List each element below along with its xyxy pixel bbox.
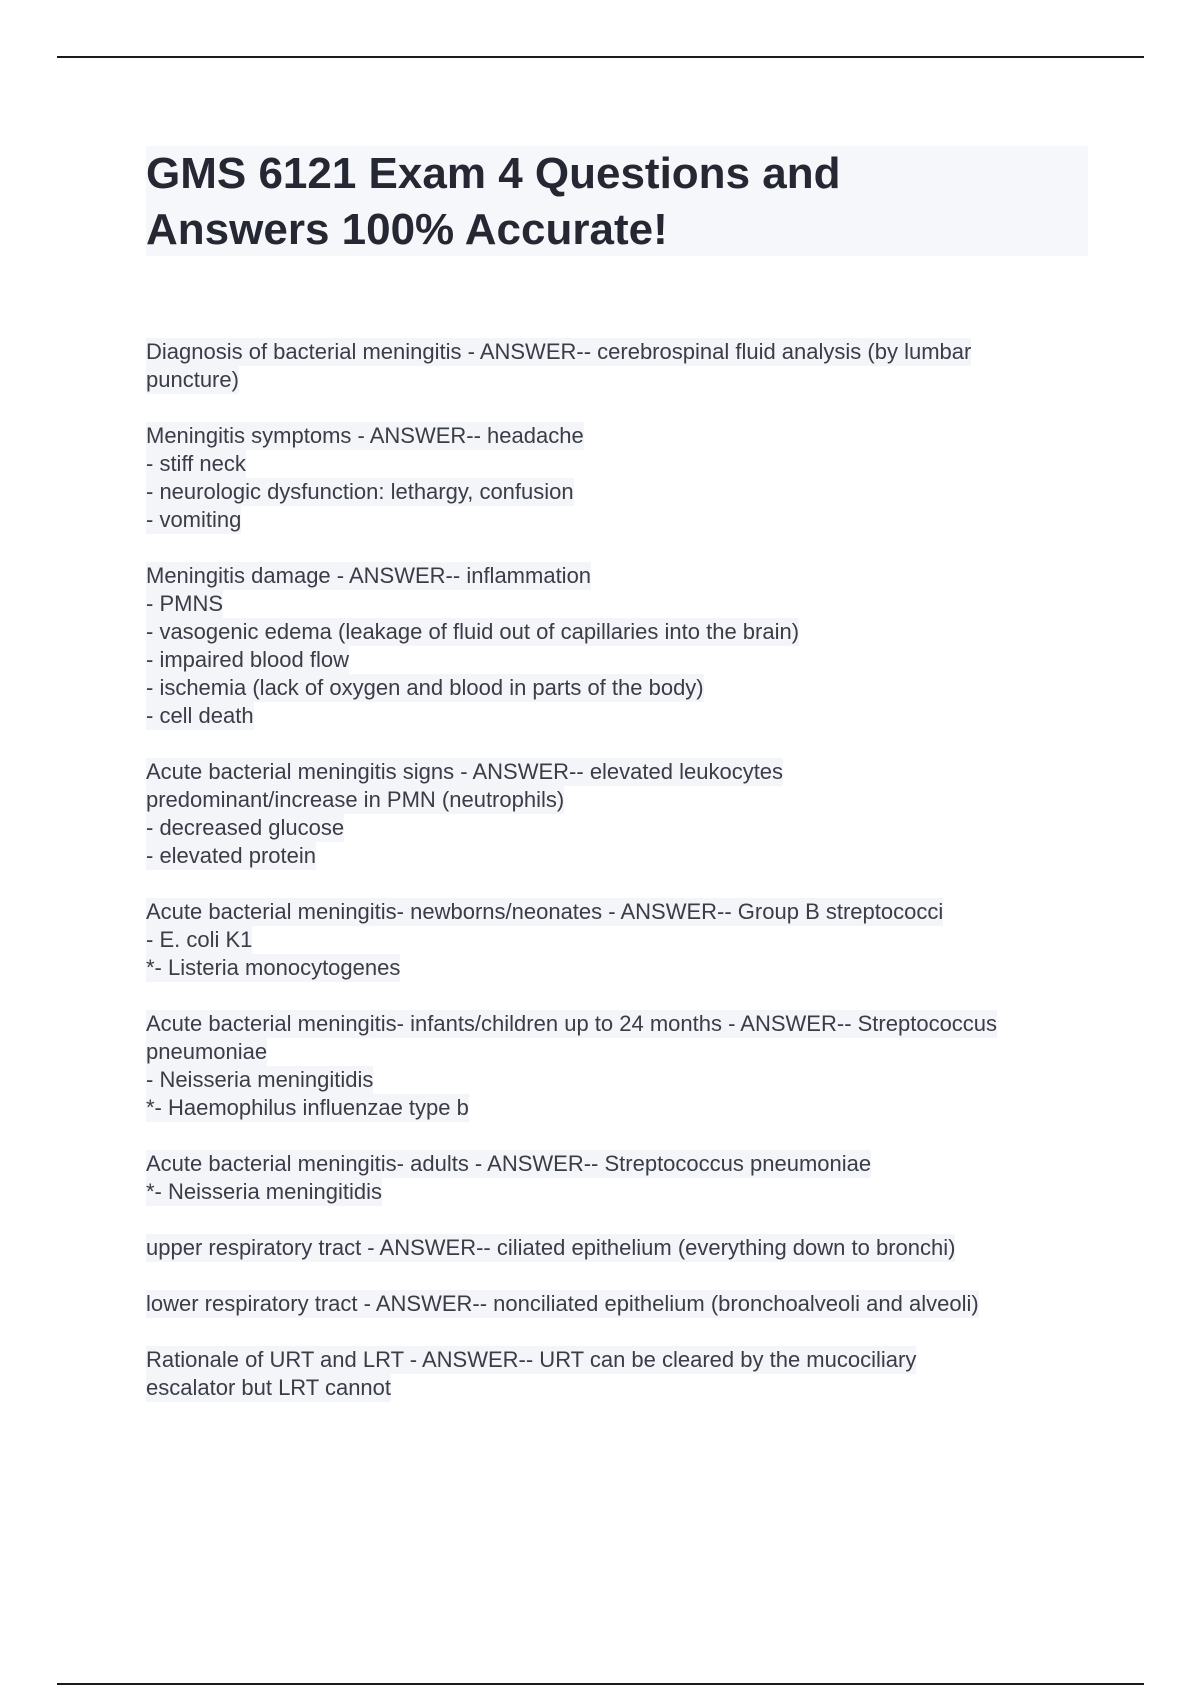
qa-entry: [146, 758, 1106, 870]
qa-entry: [146, 1346, 1106, 1402]
document-title-line: Answers 100% Accurate!: [146, 205, 668, 254]
qa-entry: [146, 1010, 1106, 1122]
qa-entry: [146, 562, 1106, 730]
qa-entry: [146, 898, 1106, 982]
qa-line: - ischemia (lack of oxygen and blood in parts of the body): [146, 675, 704, 700]
qa-line: *- Neisseria meningitidis: [146, 1179, 382, 1204]
qa-line: - impaired blood flow: [146, 647, 349, 672]
header-rule: [57, 56, 1144, 58]
footer-rule: [57, 1683, 1144, 1685]
qa-line: Rationale of URT and LRT - ANSWER-- URT can be cleared by the mucociliary: [146, 1347, 917, 1372]
qa-line: Diagnosis of bacterial meningitis - ANSWER-- cerebrospinal fluid analysis (by lumbar: [146, 339, 972, 364]
qa-line: Acute bacterial meningitis- infants/children up to 24 months - ANSWER-- Streptococcus: [146, 1011, 998, 1036]
qa-line: - elevated protein: [146, 843, 316, 868]
qa-line: Acute bacterial meningitis- newborns/neonates - ANSWER-- Group B streptococci: [146, 899, 944, 924]
qa-line: lower respiratory tract - ANSWER-- nonciliated epithelium (bronchoalveoli and alveoli): [146, 1291, 979, 1316]
document-title-line: GMS 6121 Exam 4 Questions and: [146, 149, 841, 198]
qa-line: - decreased glucose: [146, 815, 345, 840]
qa-line: Acute bacterial meningitis signs - ANSWER-- elevated leukocytes: [146, 759, 784, 784]
qa-entry: [146, 1150, 1106, 1206]
qa-list: [146, 338, 1106, 1430]
qa-line: - E. coli K1: [146, 927, 253, 952]
qa-line: puncture): [146, 367, 239, 392]
qa-line: upper respiratory tract - ANSWER-- ciliated epithelium (everything down to bronchi): [146, 1235, 956, 1260]
qa-entry: [146, 422, 1106, 534]
qa-entry: [146, 1234, 1106, 1262]
qa-entry: [146, 338, 1106, 394]
qa-line: escalator but LRT cannot: [146, 1375, 392, 1400]
qa-line: - PMNS: [146, 591, 223, 616]
qa-line: - vomiting: [146, 507, 242, 532]
qa-line: Meningitis symptoms - ANSWER-- headache: [146, 423, 584, 448]
qa-line: - vasogenic edema (leakage of fluid out of capillaries into the brain): [146, 619, 800, 644]
qa-line: pneumoniae: [146, 1039, 268, 1064]
document-title: [146, 146, 1088, 258]
qa-line: - stiff neck: [146, 451, 246, 476]
qa-line: Acute bacterial meningitis- adults - ANSWER-- Streptococcus pneumoniae: [146, 1151, 872, 1176]
qa-line: - neurologic dysfunction: lethargy, confusion: [146, 479, 574, 504]
qa-line: - Neisseria meningitidis: [146, 1067, 374, 1092]
qa-line: *- Haemophilus influenzae type b: [146, 1095, 469, 1120]
qa-line: Meningitis damage - ANSWER-- inflammation: [146, 563, 592, 588]
title-block: [146, 146, 1088, 256]
qa-line: *- Listeria monocytogenes: [146, 955, 401, 980]
qa-line: predominant/increase in PMN (neutrophils): [146, 787, 565, 812]
qa-entry: [146, 1290, 1106, 1318]
qa-line: - cell death: [146, 703, 254, 728]
